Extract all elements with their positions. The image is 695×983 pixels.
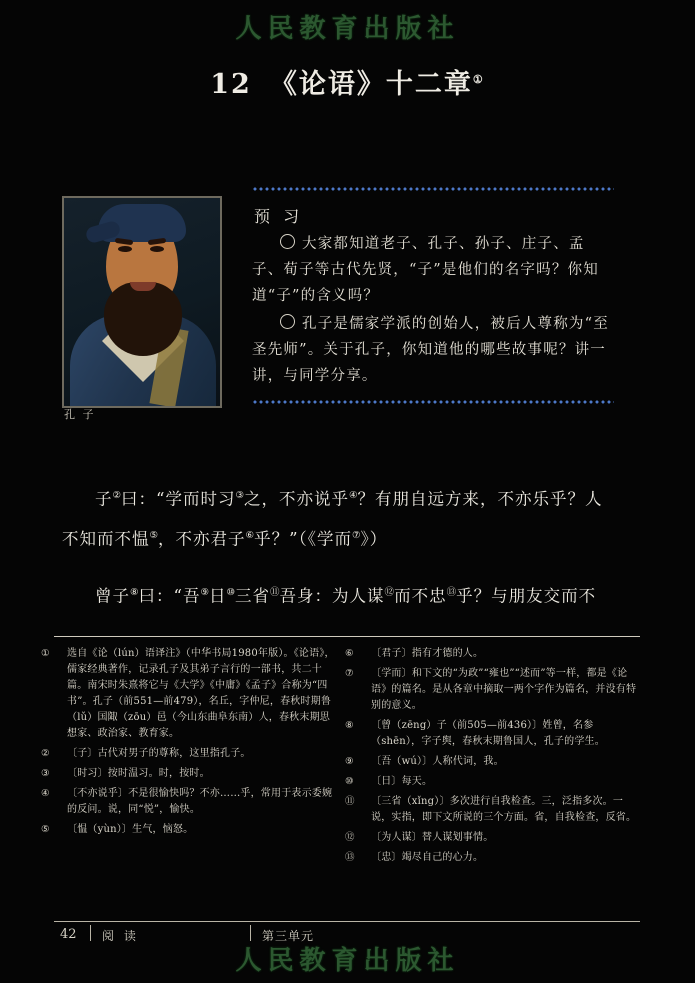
lesson-title: 《论语》十二章 (269, 69, 473, 100)
note-ref: ⑦ (352, 529, 361, 541)
footnote-item (345, 718, 640, 750)
footnote-number: ⑩ (345, 776, 354, 787)
footer-section-label: 阅 读 (102, 929, 139, 943)
footnote-text: 〔学而〕和下文的“为政”“雍也”“述而”等一样，都是《论语》的篇名。是从各章中摘取一两个字作为篇名，并没有特别的意义。 (371, 668, 637, 711)
title-note-marker: ① (472, 73, 485, 86)
footnote-item (41, 746, 336, 762)
preview-item (252, 311, 614, 389)
footnote-number: ② (41, 748, 50, 759)
footnote-item (41, 646, 336, 742)
footnote-number: ⑪ (345, 796, 355, 807)
note-ref: ② (112, 490, 122, 501)
footnotes (41, 646, 640, 870)
page-number: 42 (60, 927, 77, 942)
lesson-number: 12 (210, 69, 252, 100)
footnote-number: ⑫ (345, 832, 355, 843)
preview-panel (252, 186, 614, 405)
footnote-item (345, 850, 640, 866)
publisher-watermark-top: 人民教育出版社 (235, 14, 460, 44)
footnote-item (345, 646, 640, 662)
confucius-portrait (62, 196, 222, 408)
footnote-item (41, 822, 336, 838)
page-title (0, 62, 695, 101)
note-ref: ⑫ (384, 587, 395, 598)
note-ref: ③ (235, 490, 244, 501)
footer-unit-label: 第三单元 (262, 929, 315, 943)
note-ref: ④ (349, 490, 358, 501)
notes-divider (54, 636, 640, 637)
footnotes-right-column (345, 646, 640, 870)
portrait-caption: 孔 子 (64, 408, 96, 421)
footnote-text: 〔三省（xǐng）〕多次进行自我检查。三，泛指多次。一说，实指，即下文所说的三个方面。省，自我检查，反省。 (371, 796, 637, 823)
portrait-eye-right (150, 246, 164, 252)
footnote-item (41, 786, 336, 818)
note-ref: ⑬ (446, 587, 457, 598)
body-paragraph: 曾子⑧曰：“吾⑨日⑩三省⑪吾身：为人谋⑫而不忠⑬乎？与朋友交而不 (95, 586, 597, 606)
footnote-text: 〔时习〕按时温习。时，按时。 (67, 768, 210, 779)
footnote-text: 〔日〕每天。 (371, 776, 433, 787)
footnote-number: ④ (41, 788, 50, 799)
footnote-text: 〔吾（wú）〕人称代词，我。 (371, 756, 504, 767)
footnote-number: ⑬ (345, 852, 355, 863)
footnote-text: 〔忠〕竭尽自己的心力。 (371, 852, 484, 863)
portrait-illustration (64, 198, 220, 406)
footnotes-left-column (41, 646, 336, 870)
lesson-body (62, 478, 618, 633)
footnote-item (345, 754, 640, 770)
circle-marker-icon (280, 314, 295, 329)
footnote-item (345, 830, 640, 846)
footnote-item (345, 666, 640, 714)
preview-bottom-rule (252, 399, 614, 405)
footnote-number: ③ (41, 768, 50, 779)
preview-item (252, 231, 614, 309)
portrait-eye-left (118, 246, 132, 252)
footnote-text: 〔不亦说乎〕不是很愉快吗？不亦……乎，常用于表示委婉的反问。说，同“悦”，愉快。 (67, 788, 333, 815)
footnote-text: 选自《论（lún）语译注》（中华书局1980年版）。《论语》，儒家经典著作，记录孔子及其弟子言行的一部书，共二十篇。南宋时朱熹将它与《大学》《中庸》《孟子》合称为“四书”。孔子（前551—前479），名丘，字仲尼，春秋时期鲁（lǔ）国陬（zōu）邑（今山东曲阜东南）人，春秋末期思想家、政治家、教育家。 (67, 648, 335, 739)
note-ref: ⑨ (200, 587, 209, 598)
publisher-watermark-bottom: 人民教育出版社 (235, 946, 460, 976)
footnote-number: ① (41, 648, 50, 659)
footer-separator (250, 925, 251, 941)
note-ref: ⑤ (149, 529, 159, 541)
footnote-text: 〔愠（yùn）〕生气，恼怒。 (67, 824, 194, 835)
footnote-text: 〔子〕古代对男子的尊称，这里指孔子。 (67, 748, 251, 759)
footnote-number: ⑥ (345, 648, 354, 659)
footnote-number: ⑨ (345, 756, 354, 767)
footer-separator (90, 925, 91, 941)
preview-top-rule (252, 186, 614, 192)
preview-item-text: 大家都知道老子、孔子、孙子、庄子、孟子、荀子等古代先贤，“子”是他们的名字吗？你知道“子”的含义吗？ (252, 236, 599, 304)
footnote-number: ⑦ (345, 668, 354, 679)
note-ref: ⑪ (270, 587, 280, 598)
footnote-item (41, 766, 336, 782)
note-ref: ⑧ (130, 587, 139, 598)
preview-item-text: 孔子是儒家学派的创始人，被后人尊称为“至圣先师”。关于孔子，你知道他的哪些故事呢？讲一讲，与同学分享。 (252, 316, 609, 384)
circle-marker-icon (280, 234, 295, 249)
footnote-text: 〔君子〕指有才德的人。 (371, 648, 484, 659)
footnote-number: ⑤ (41, 824, 50, 835)
footnote-item (345, 794, 640, 826)
footnote-item (345, 774, 640, 790)
footnote-text: 〔为人谋〕替人谋划事情。 (371, 832, 494, 843)
footer-divider (54, 921, 640, 922)
body-paragraph: 子②曰：“学而时习③之，不亦说乎④？有朋自远方来，不亦乐乎？人不知而不愠⑤，不亦君子⑥乎？”（《学而⑦》） (62, 489, 603, 548)
note-ref: ⑥ (245, 529, 255, 541)
note-ref: ⑩ (226, 587, 236, 598)
footnote-text: 〔曾（zēng）子（前505—前436）〕姓曾，名参（shēn），字子舆，春秋末期鲁国人，孔子的学生。 (371, 720, 605, 747)
footnote-number: ⑧ (345, 720, 354, 731)
preview-heading: 预 习 (254, 207, 304, 226)
